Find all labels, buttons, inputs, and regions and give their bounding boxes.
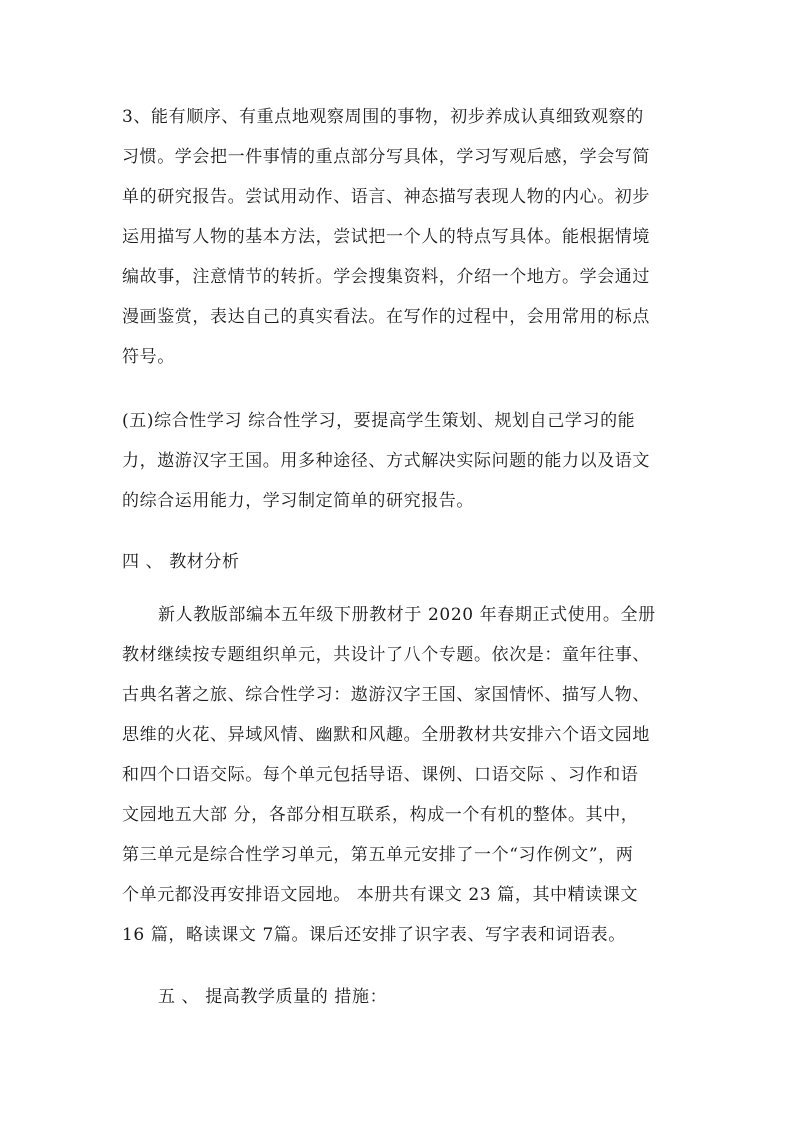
text-line: 符号。	[122, 347, 175, 367]
text-line: (五)综合性学习 综合性学习，要提高学生策划、规划自己学习的能	[122, 411, 636, 431]
text-line: 3、能有顺序、有重点地观察周围的事物，初步养成认真细致观察的	[122, 107, 644, 127]
text-line: 第三单元是综合性学习单元，第五单元安排了一个“习作例文”，两	[122, 845, 634, 865]
text-line: 编故事，注意情节的转折。学会搜集资料，介绍一个地方。学会通过	[122, 267, 650, 287]
text-line: 力，遨游汉字王国。用多种途径、方式解决实际问题的能力以及语文	[122, 451, 650, 471]
text-line: 的综合运用能力，学习制定简单的研究报告。	[122, 491, 474, 511]
text-line: 个单元都没再安排语文园地。 本册共有课文 23 篇，其中精读课文	[122, 885, 639, 905]
text-line: 教材继续按专题组织单元，共设计了八个专题。依次是：童年往事、	[122, 645, 650, 665]
text-line: 思维的火花、异域风情、幽默和风趣。全册教材共安排六个语文园地	[122, 725, 650, 745]
text-line: 漫画鉴赏，表达自己的真实看法。在写作的过程中，会用常用的标点	[122, 307, 650, 327]
section-heading-four: 四 、 教材分析	[122, 552, 240, 572]
text-line: 习惯。学会把一件事情的重点部分写具体，学习写观后感，学会写简	[122, 147, 650, 167]
text-line: 16 篇，略读课文 7篇。课后还安排了识字表、写字表和词语表。	[122, 925, 626, 945]
text-line: 和四个口语交际。每个单元包括导语、课例、口语交际 、习作和语	[122, 765, 639, 785]
text-line: 古典名著之旅、综合性学习：遨游汉字王国、家国情怀、描写人物、	[122, 685, 650, 705]
text-line: 运用描写人物的基本方法，尝试把一个人的特点写具体。能根据情境	[122, 227, 650, 247]
section-heading-five: 五 、 提高教学质量的 措施：	[158, 987, 388, 1007]
text-line: 单的研究报告。尝试用动作、语言、神态描写表现人物的内心。初步	[122, 187, 650, 207]
text-line: 文园地五大部 分，各部分相互联系，构成一个有机的整体。其中，	[122, 805, 639, 825]
text-line: 新人教版部编本五年级下册教材于 2020 年春期正式使用。全册	[158, 605, 656, 625]
